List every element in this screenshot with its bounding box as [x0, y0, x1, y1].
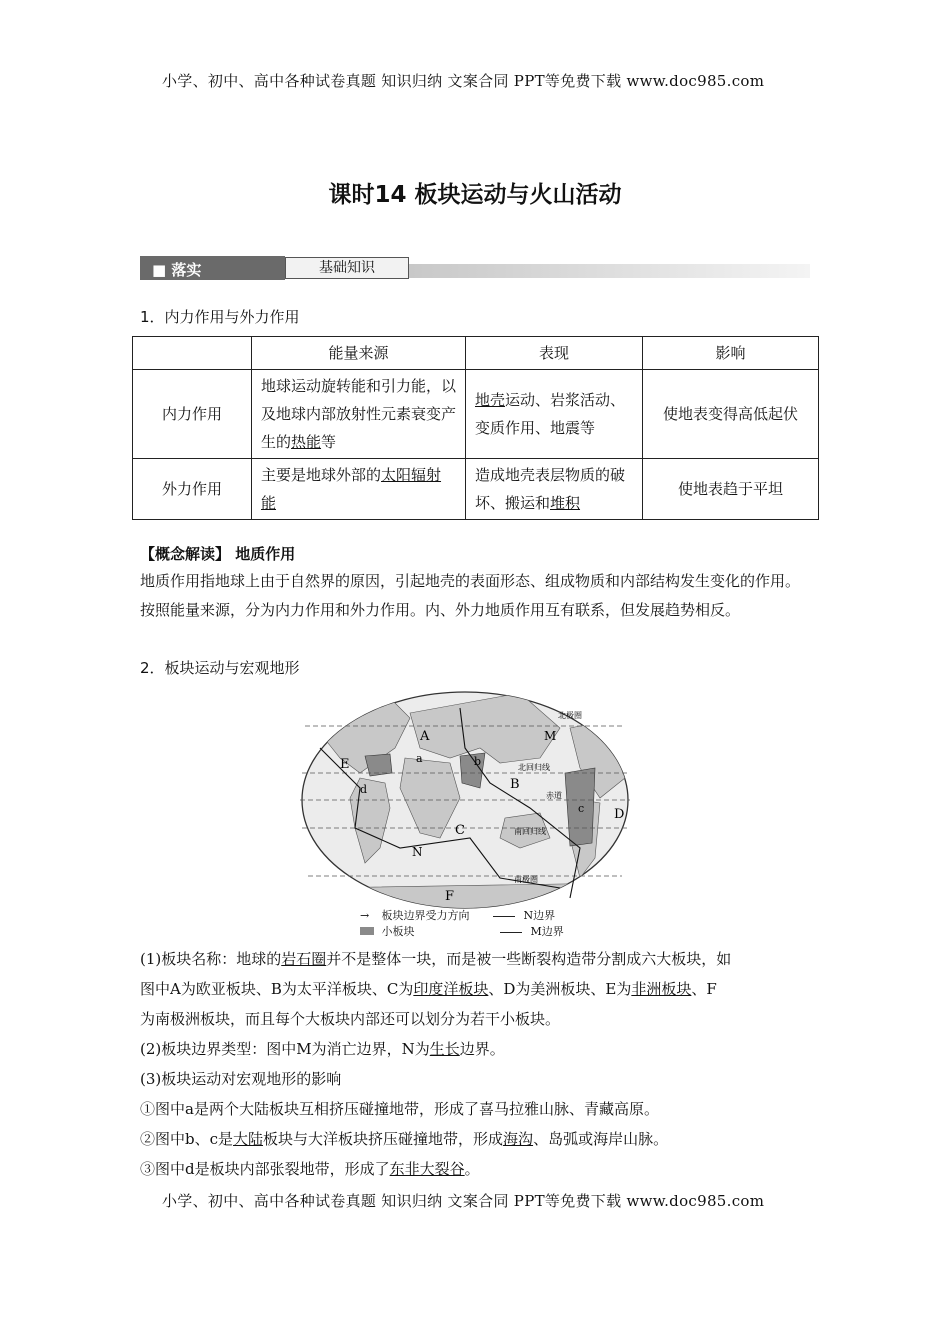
answer-underline: 大陆: [233, 1130, 264, 1148]
map-label-b: b: [474, 755, 482, 768]
answer-underline: 非洲板块: [631, 980, 692, 998]
map-label-A: A: [420, 729, 430, 744]
table-header: 表现: [466, 337, 643, 370]
map-label-M: M: [544, 729, 557, 743]
plate-map: [300, 688, 630, 928]
row-source: 地球运动旋转能和引力能，以及地球内部放射性元素衰变产生的热能等: [252, 370, 466, 459]
table-header-row: [133, 337, 819, 370]
map-label-E: E: [340, 757, 350, 772]
paragraph-1-line-1: (1)板块名称：地球的岩石圈并不是整体一块，而是被一些断裂构造带分割成六大板块，如: [140, 950, 732, 968]
banner-dark-label: ■ 落实: [152, 261, 202, 279]
table-header: 影响: [643, 337, 819, 370]
paragraph-2: (2)板块边界类型：图中M为消亡边界，N为生长边界。: [140, 1040, 505, 1058]
map-label-d: d: [360, 783, 368, 796]
map-legend: → 板块边界受力方向 N边界 小板块 M边界: [360, 909, 564, 938]
banner-dark: [140, 256, 285, 280]
page-title: 课时14 板块运动与火山活动: [328, 182, 622, 208]
answer-underline: 地壳: [475, 391, 506, 409]
map-label-a: a: [416, 752, 423, 765]
map-label-c: c: [578, 802, 585, 815]
table-header: 能量来源: [252, 337, 466, 370]
paragraph-1-line-3: 为南极洲板块，而且每个大板块内部还可以划分为若干小板块。: [140, 1010, 561, 1028]
map-label-D: D: [614, 807, 625, 822]
concept-heading: 【概念解读】 地质作用: [140, 545, 296, 563]
answer-underline: 太阳辐射能: [261, 466, 442, 512]
section-2-heading: 2．板块运动与宏观地形: [140, 659, 300, 677]
banner-light: 基础知识: [285, 257, 409, 279]
concept-text: 地质作用指地球上由于自然界的原因，引起地壳的表面形态、组成物质和内部结构发生变化的作用。按照能量来源，分为内力作用和外力作用。内、外力地质作用互有联系，但发展趋势相反。: [140, 572, 801, 619]
section-banner: [140, 256, 810, 280]
row-source: 主要是地球外部的太阳辐射能: [252, 459, 466, 520]
row-name: 外力作用: [133, 459, 252, 520]
plate-map-svg: [300, 688, 630, 928]
map-label-C: C: [455, 823, 465, 838]
page-footer: 小学、初中、高中各种试卷真题 知识归纳 文案合同 PPT等免费下载 www.doc985.com: [162, 1192, 765, 1210]
row-effect: 使地表变得高低起伏: [643, 370, 819, 459]
legend-n-line: [493, 916, 515, 917]
answer-underline: 生长: [429, 1040, 460, 1058]
legend-arrow-icon: →: [360, 909, 370, 922]
legend-small-plate-swatch: [360, 927, 374, 935]
answer-underline: 印度洋板块: [413, 980, 489, 998]
map-label-equator: 赤道: [546, 791, 562, 800]
paragraph-5: ②图中b、c是大陆板块与大洋板块挤压碰撞地带，形成海沟、岛弧或海岸山脉。: [140, 1130, 669, 1148]
answer-underline: 东非大裂谷: [389, 1160, 465, 1178]
table-row: [133, 459, 819, 520]
answer-underline: 岩石圈: [281, 950, 327, 968]
map-label-F: F: [445, 889, 455, 904]
map-label-tropic-s: 南回归线: [514, 827, 546, 836]
section-1-heading: 1．内力作用与外力作用: [140, 308, 300, 326]
answer-underline: 堆积: [550, 494, 581, 512]
table-row: [133, 370, 819, 459]
row-show: 地壳运动、岩浆活动、变质作用、地震等: [466, 370, 643, 459]
paragraph-4: ①图中a是两个大陆板块互相挤压碰撞地带，形成了喜马拉雅山脉、青藏高原。: [140, 1100, 659, 1118]
row-show: 造成地壳表层物质的破坏、搬运和堆积: [466, 459, 643, 520]
map-label-tropic-n: 北回归线: [518, 763, 550, 772]
answer-underline: 热能: [291, 433, 322, 451]
row-effect: 使地表趋于平坦: [643, 459, 819, 520]
paragraph-1-line-2: 图中A为欧亚板块、B为太平洋板块、C为印度洋板块、D为美洲板块、E为非洲板块、F: [140, 980, 717, 998]
table-header: [133, 337, 252, 370]
banner-fade: [409, 264, 810, 278]
map-label-B: B: [510, 777, 520, 792]
paragraph-3: (3)板块运动对宏观地形的影响: [140, 1070, 342, 1088]
answer-underline: 海沟: [503, 1130, 534, 1148]
map-label-north-pole: 北极圈: [558, 711, 582, 720]
paragraph-6: ③图中d是板块内部张裂地带，形成了东非大裂谷。: [140, 1160, 480, 1178]
map-label-south-pole: 南极圈: [514, 875, 538, 884]
legend-m-line: [500, 932, 522, 933]
page-header: 小学、初中、高中各种试卷真题 知识归纳 文案合同 PPT等免费下载 www.doc985.com: [162, 72, 765, 90]
row-name: 内力作用: [133, 370, 252, 459]
map-label-N: N: [412, 845, 423, 859]
force-table: [132, 336, 819, 520]
